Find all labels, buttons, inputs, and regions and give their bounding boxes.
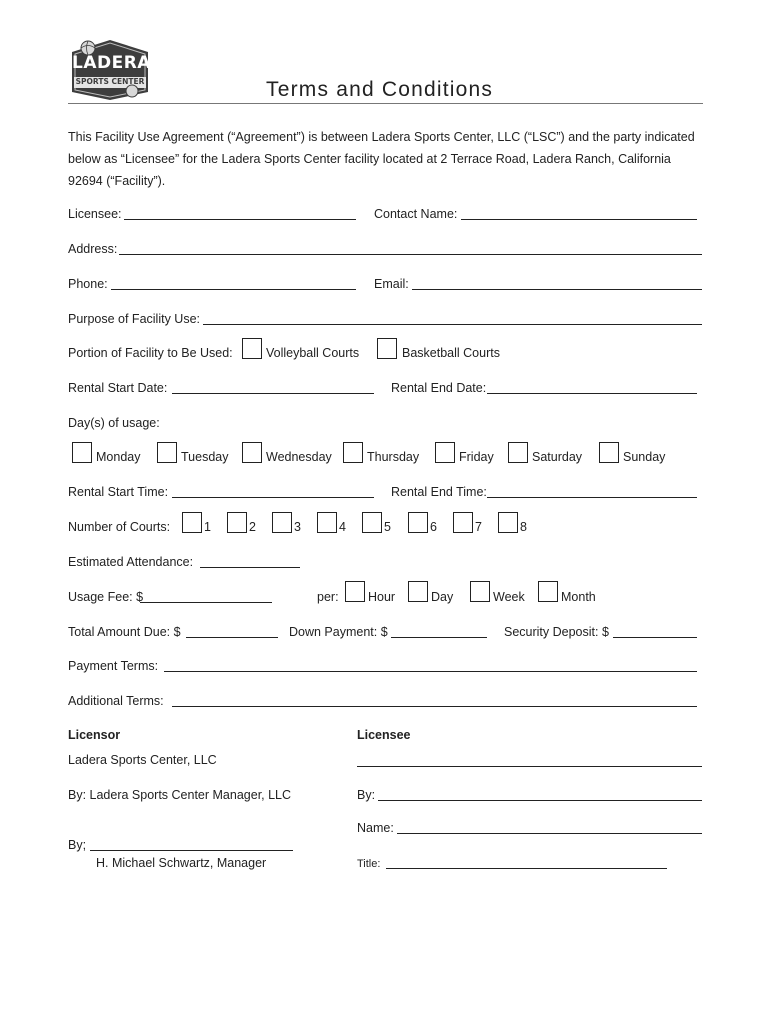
court-6-checkbox[interactable] (408, 512, 428, 533)
court-1-checkbox[interactable] (182, 512, 202, 533)
hour-label: Hour (368, 590, 396, 604)
rental-start-time-label: Rental Start Time: (68, 485, 169, 499)
basketball-checkbox[interactable] (377, 338, 397, 359)
contact-name-field[interactable] (461, 219, 697, 220)
phone-field[interactable] (111, 289, 356, 290)
rental-start-date-field[interactable] (172, 393, 374, 394)
court-2-label: 2 (249, 520, 256, 534)
licensor-by-field[interactable] (90, 850, 293, 851)
licensee-by-label: By: (357, 788, 376, 802)
licensee-by-field[interactable] (378, 800, 702, 801)
licensee-label: Licensee: (68, 207, 122, 221)
court-4-label: 4 (339, 520, 346, 534)
week-label: Week (493, 590, 525, 604)
per-label: per: (317, 590, 339, 604)
licensee-name-field[interactable] (397, 833, 702, 834)
court-7-label: 7 (475, 520, 482, 534)
licensee-title-label: Title: (357, 858, 381, 870)
volleyball-label: Volleyball Courts (266, 346, 360, 360)
friday-checkbox[interactable] (435, 442, 455, 463)
court-7-checkbox[interactable] (453, 512, 473, 533)
court-8-label: 8 (520, 520, 527, 534)
email-field[interactable] (412, 289, 702, 290)
rental-end-time-field[interactable] (487, 497, 697, 498)
security-deposit-label: Security Deposit: $ (504, 625, 609, 639)
logo-top-text: LADERA (72, 53, 151, 73)
down-payment-label: Down Payment: $ (289, 625, 388, 639)
usage-fee-field[interactable] (140, 602, 272, 603)
ladera-logo (66, 38, 154, 102)
email-label: Email: (374, 277, 409, 291)
total-due-field[interactable] (186, 637, 278, 638)
court-5-label: 5 (384, 520, 391, 534)
days-usage-label: Day(s) of usage: (68, 416, 160, 430)
volleyball-checkbox[interactable] (242, 338, 262, 359)
down-payment-field[interactable] (391, 637, 487, 638)
purpose-field[interactable] (203, 324, 702, 325)
rental-end-date-label: Rental End Date: (391, 381, 487, 395)
licensee-title-field[interactable] (386, 868, 667, 869)
contact-name-label: Contact Name: (374, 207, 458, 221)
friday-label: Friday (459, 450, 494, 464)
court-2-checkbox[interactable] (227, 512, 247, 533)
licensee-heading: Licensee (357, 728, 411, 742)
wednesday-label: Wednesday (266, 450, 332, 464)
licensor-by-company: By: Ladera Sports Center Manager, LLC (68, 788, 292, 802)
thursday-checkbox[interactable] (343, 442, 363, 463)
licensor-heading: Licensor (68, 728, 121, 742)
est-attendance-label: Estimated Attendance: (68, 555, 194, 569)
tuesday-checkbox[interactable] (157, 442, 177, 463)
additional-terms-field[interactable] (172, 706, 697, 707)
rental-end-date-field[interactable] (487, 393, 697, 394)
basketball-label: Basketball Courts (402, 346, 500, 360)
rental-start-date-label: Rental Start Date: (68, 381, 168, 395)
licensor-signer: H. Michael Schwartz, Manager (96, 856, 267, 870)
rental-start-time-field[interactable] (172, 497, 374, 498)
payment-terms-field[interactable] (164, 671, 697, 672)
court-3-checkbox[interactable] (272, 512, 292, 533)
court-6-label: 6 (430, 520, 437, 534)
portion-label: Portion of Facility to Be Used: (68, 346, 233, 360)
additional-terms-label: Additional Terms: (68, 694, 164, 708)
est-attendance-field[interactable] (200, 567, 300, 568)
licensor-by-label: By; (68, 838, 87, 852)
licensor-company: Ladera Sports Center, LLC (68, 753, 217, 767)
sunday-checkbox[interactable] (599, 442, 619, 463)
court-1-label: 1 (204, 520, 211, 534)
month-checkbox[interactable] (538, 581, 558, 602)
sunday-label: Sunday (623, 450, 666, 464)
court-8-checkbox[interactable] (498, 512, 518, 533)
phone-label: Phone: (68, 277, 108, 291)
court-4-checkbox[interactable] (317, 512, 337, 533)
address-field[interactable] (119, 254, 702, 255)
number-courts-label: Number of Courts: (68, 520, 171, 534)
logo-bottom-text: SPORTS CENTER (75, 77, 145, 86)
court-5-checkbox[interactable] (362, 512, 382, 533)
month-label: Month (561, 590, 596, 604)
purpose-label: Purpose of Facility Use: (68, 312, 200, 326)
saturday-checkbox[interactable] (508, 442, 528, 463)
monday-checkbox[interactable] (72, 442, 92, 463)
day-checkbox[interactable] (408, 581, 428, 602)
wednesday-checkbox[interactable] (242, 442, 262, 463)
licensee-field[interactable] (124, 219, 356, 220)
licensee-name-label: Name: (357, 821, 394, 835)
court-3-label: 3 (294, 520, 301, 534)
licensee-company-field[interactable] (357, 766, 702, 767)
security-deposit-field[interactable] (613, 637, 697, 638)
monday-label: Monday (96, 450, 141, 464)
saturday-label: Saturday (532, 450, 583, 464)
hour-checkbox[interactable] (345, 581, 365, 602)
total-due-label: Total Amount Due: $ (68, 625, 181, 639)
tuesday-label: Tuesday (181, 450, 229, 464)
thursday-label: Thursday (367, 450, 420, 464)
week-checkbox[interactable] (470, 581, 490, 602)
day-label: Day (431, 590, 454, 604)
title-rule (68, 103, 703, 104)
intro-paragraph: This Facility Use Agreement (“Agreement”) is between Ladera Sports Center, LLC (“LSC”) and the party indicated below as “Licensee” for the Ladera Sports Center facility located at 2 Terrace Road, Ladera Ranch, California 92694 (“Facility”). (68, 130, 695, 188)
usage-fee-label: Usage Fee: $ (68, 590, 144, 604)
page-title: Terms and Conditions (266, 78, 494, 101)
rental-end-time-label: Rental End Time: (391, 485, 487, 499)
address-label: Address: (68, 242, 118, 256)
payment-terms-label: Payment Terms: (68, 659, 159, 673)
